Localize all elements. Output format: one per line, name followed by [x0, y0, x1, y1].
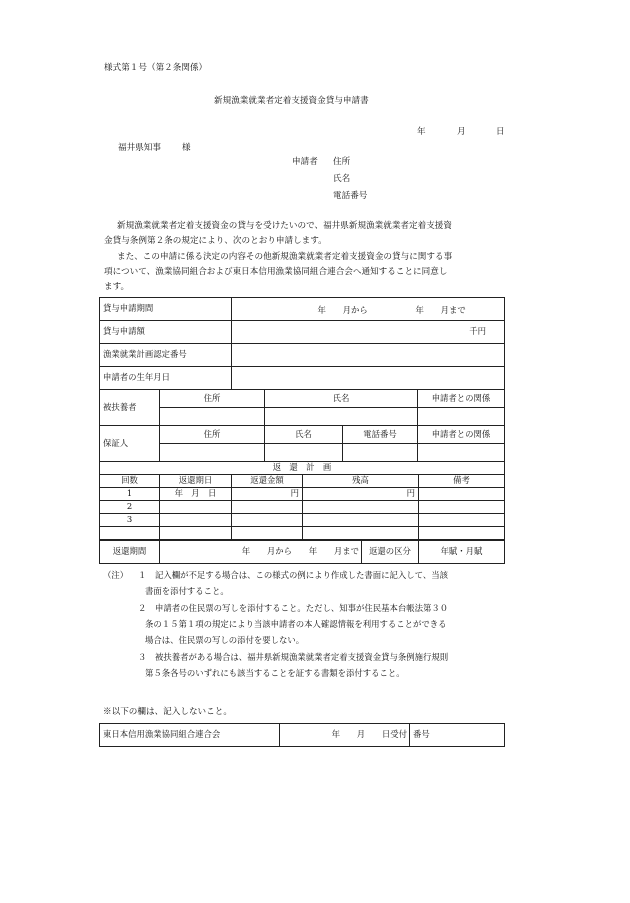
repay-type-label: 返還の区分: [362, 541, 419, 564]
repay-amount-field[interactable]: 円: [232, 488, 303, 501]
repay-date-field[interactable]: [160, 501, 232, 514]
repay-balance-field[interactable]: [303, 501, 419, 514]
repay-balance-field[interactable]: [303, 527, 419, 540]
amount-label: 貸与申請額: [100, 321, 232, 344]
gua-relation-field[interactable]: [418, 444, 505, 462]
repay-period-label: 返還期間: [100, 541, 160, 564]
note-1-line-1: 記入欄が不足する場合は、この様式の例により作成した書面に記入して、当該: [155, 570, 448, 580]
repay-balance-field[interactable]: [303, 514, 419, 527]
note-1-num: １: [138, 570, 147, 580]
repay-amount-field[interactable]: [232, 527, 303, 540]
repay-header-count: 回数: [100, 475, 160, 488]
applicant-phone-label: 電話番号: [333, 191, 368, 201]
gua-name-header: 氏名: [265, 426, 343, 444]
applicant-name-label: 氏名: [333, 174, 351, 184]
body-line-2: 金貸与条例第２条の規定により、次のとおり申請します。: [104, 236, 327, 246]
dep-relation-field[interactable]: [418, 408, 505, 426]
gua-phone-field[interactable]: [343, 444, 418, 462]
body-line-3: また、この申請に係る決定の内容その他新規漁業就業者定着支援資金の貸与に関する事: [117, 252, 453, 262]
repay-header-balance: 残高: [303, 475, 419, 488]
repay-date-field[interactable]: [160, 527, 232, 540]
dep-name-field[interactable]: [265, 408, 418, 426]
gua-phone-header: 電話番号: [343, 426, 418, 444]
repayment-table: [99, 461, 505, 540]
repay-amount-field[interactable]: [232, 501, 303, 514]
repay-date-field[interactable]: 年 月 日: [160, 488, 232, 501]
gua-relation-header: 申請者との関係: [418, 426, 505, 444]
office-use-table: [99, 723, 505, 747]
note-2-line-2: 条の１５第１項の規定により当該申請者の本人確認情報を利用することができる: [145, 619, 447, 629]
birth-label: 申請者の生年月日: [100, 367, 232, 390]
dep-address-header: 住所: [160, 390, 265, 408]
repay-title: 返 還 計 画: [100, 462, 505, 475]
repay-row-number: [100, 527, 160, 540]
repay-row-number: 2: [100, 501, 160, 514]
note-2-line-1: 申請者の住民票の写しを添付すること。ただし、知事が住民基本台帳法第３０: [155, 603, 449, 613]
period-from: 年 月から: [317, 304, 368, 315]
repay-date-field[interactable]: [160, 514, 232, 527]
dep-address-field[interactable]: [160, 408, 265, 426]
period-label: 貸与申請期間: [100, 298, 232, 321]
body-line-5: ます。: [104, 282, 130, 292]
period-field[interactable]: [232, 298, 505, 321]
guarantor-table: [99, 425, 505, 462]
date-day-label: 日: [496, 127, 505, 137]
plan-cert-field[interactable]: [232, 344, 505, 367]
note-2-line-3: 場合は、住民票の写しの添付を要しない。: [145, 635, 305, 645]
notes-prefix: （注）: [103, 570, 129, 580]
body-line-1: 新規漁業就業者定着支援資金の貸与を受けたいので、福井県新規漁業就業者定着支援資: [117, 221, 452, 231]
repay-remarks-field[interactable]: [419, 488, 505, 501]
form-number: 様式第１号（第２条関係）: [104, 63, 208, 73]
body-line-4: 項について、漁業協同組合および東日本信用漁業協同組合連合会へ通知することに同意し: [104, 267, 448, 277]
gua-name-field[interactable]: [265, 444, 343, 462]
date-month-label: 月: [457, 127, 466, 137]
dependents-table: [99, 389, 505, 426]
repay-type-field[interactable]: 年賦・月賦: [419, 541, 505, 564]
note-1-line-2: 書面を添付すること。: [145, 586, 229, 596]
repay-remarks-field[interactable]: [419, 501, 505, 514]
repay-remarks-field[interactable]: [419, 527, 505, 540]
repay-balance-field[interactable]: 円: [303, 488, 419, 501]
repay-period-field[interactable]: 年 月から 年 月まで: [160, 541, 362, 564]
dep-name-header: 氏名: [265, 390, 418, 408]
repay-header-amount: 返還金額: [232, 475, 303, 488]
office-use-notice: ※以下の欄は、記入しないこと。: [103, 707, 232, 717]
office-org-label: 東日本信用漁業協同組合連合会: [100, 724, 280, 747]
page-title: 新規漁業就業者定着支援資金貸与申請書: [214, 96, 369, 106]
gua-address-field[interactable]: [160, 444, 265, 462]
note-3-line-1: 被扶養者がある場合は、福井県新規漁業就業者定着支援資金貸与条例施行規則: [155, 652, 449, 662]
gua-address-header: 住所: [160, 426, 265, 444]
applicant-address-label: 住所: [333, 157, 351, 167]
amount-field[interactable]: 千円: [232, 321, 505, 344]
note-3-num: ３: [138, 652, 147, 662]
office-received-field: 年 月 日受付: [280, 724, 410, 747]
repay-row-number: 1: [100, 488, 160, 501]
period-to: 年 月まで: [415, 304, 466, 315]
addressee-name: 福井県知事: [118, 143, 161, 153]
repay-row: [100, 501, 505, 514]
birth-field[interactable]: [232, 367, 505, 390]
repay-period-table: [99, 540, 505, 564]
dependents-label: 被扶養者: [100, 390, 160, 426]
applicant-label: 申請者: [292, 157, 318, 167]
repay-header-remarks: 備考: [419, 475, 505, 488]
repay-row: [100, 488, 505, 501]
guarantor-label: 保証人: [100, 426, 160, 462]
dep-relation-header: 申請者との関係: [418, 390, 505, 408]
application-table-top: [99, 297, 505, 390]
repay-row: [100, 527, 505, 540]
repay-row-number: 3: [100, 514, 160, 527]
plan-cert-label: 漁業就業計画認定番号: [100, 344, 232, 367]
repay-amount-field[interactable]: [232, 514, 303, 527]
date-year-label: 年: [417, 127, 426, 137]
repay-row: [100, 514, 505, 527]
addressee-honorific: 様: [182, 143, 191, 153]
repay-remarks-field[interactable]: [419, 514, 505, 527]
repay-header-date: 返還期日: [160, 475, 232, 488]
note-3-line-2: 第５条各号のいずれにも該当することを証する書類を添付すること。: [145, 668, 405, 678]
note-2-num: ２: [138, 603, 147, 613]
office-number-field: 番号: [410, 724, 505, 747]
